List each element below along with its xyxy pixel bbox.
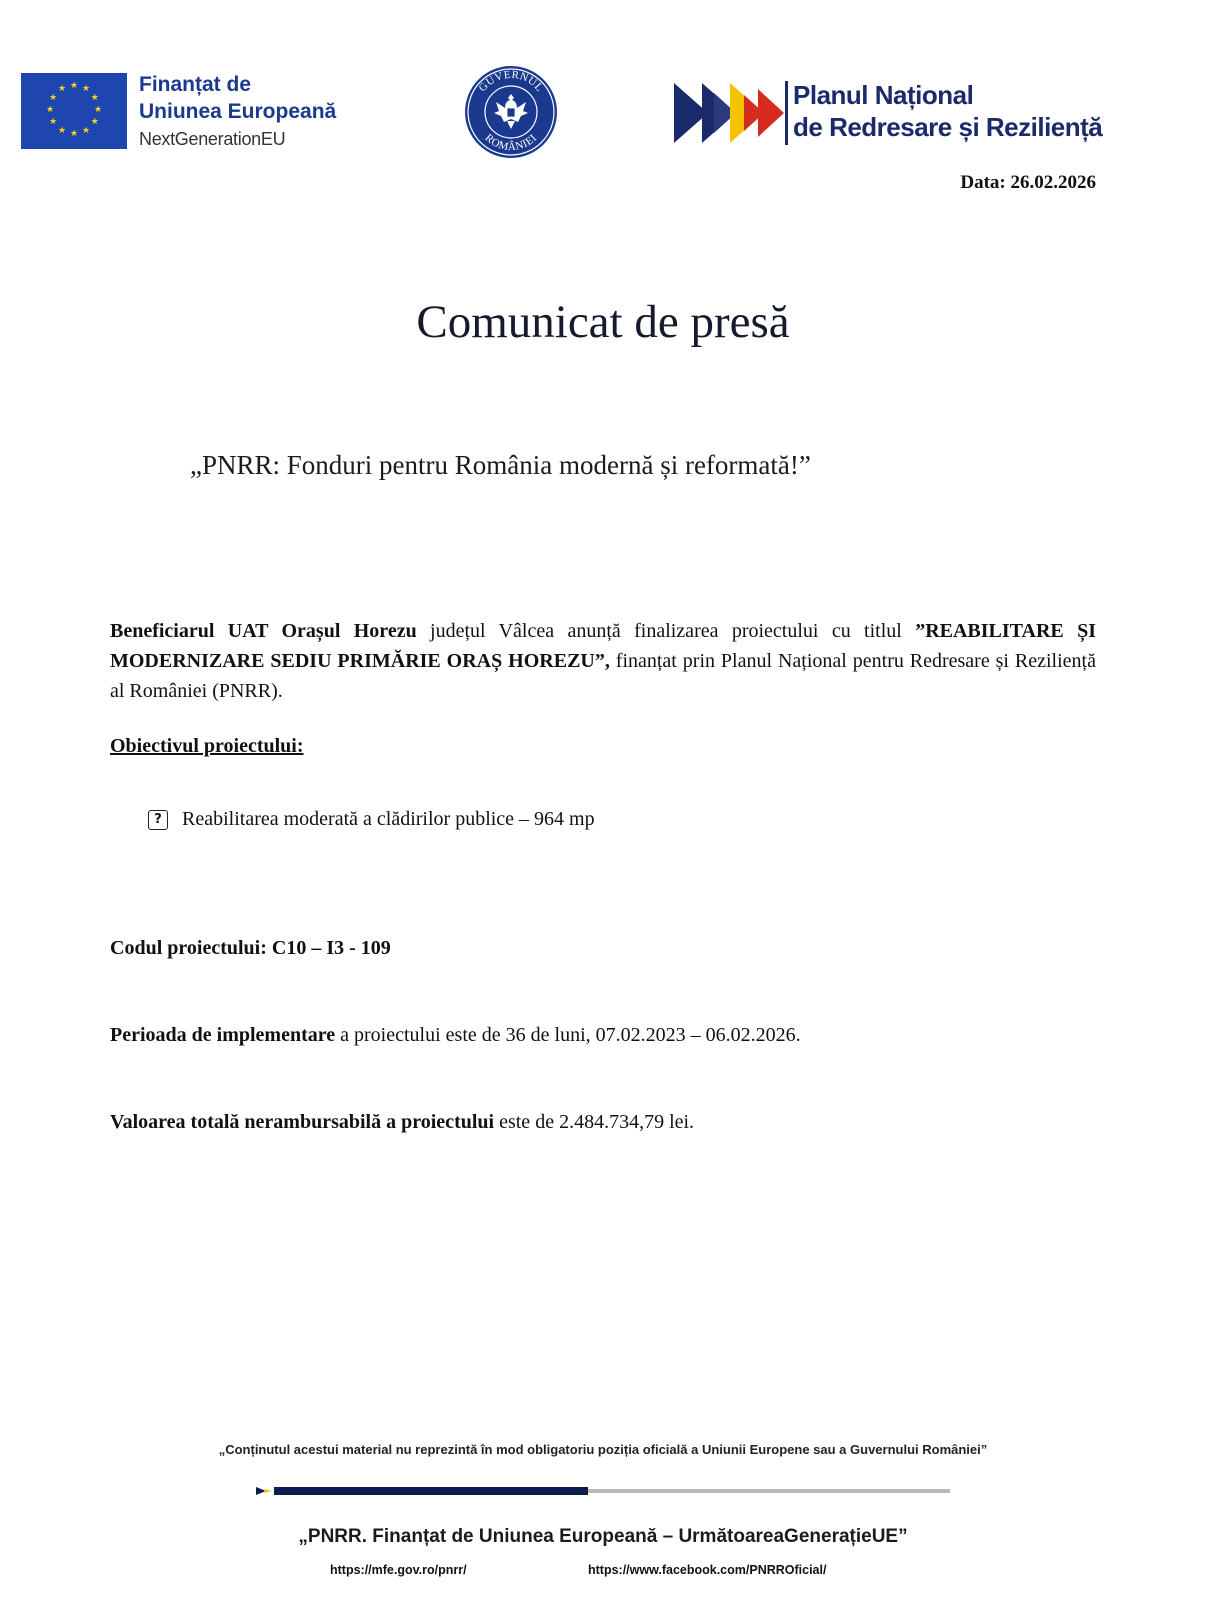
- footer-progress-bar-graphic: [256, 1486, 950, 1496]
- implementation-period: [110, 1024, 801, 1047]
- slogan: „PNRR: Fonduri pentru România modernă și reformată!”: [190, 450, 811, 480]
- total-value: [110, 1111, 694, 1134]
- pnrr-logo-text: [793, 79, 1102, 143]
- eu-star-icon: ★: [90, 117, 99, 127]
- link-mfe-pnrr[interactable]: https://mfe.gov.ro/pnrr/: [330, 1563, 467, 1577]
- link-facebook-pnrr[interactable]: https://www.facebook.com/PNRROficial/: [588, 1563, 827, 1577]
- eu-star-icon: ★: [81, 84, 91, 95]
- pnrr-arrows-icon: [674, 81, 784, 145]
- objective-item: Reabilitarea moderată a clădirilor publice – 964 mp: [182, 808, 595, 830]
- eu-star-icon: ★: [49, 117, 58, 127]
- pnrr-logo-line2: de Redresare și Reziliență: [793, 112, 1103, 142]
- eu-logo-line1: Finanțat de: [139, 73, 252, 96]
- seal-text-bottom: ROMÂNIEI: [482, 131, 540, 154]
- footer-tagline: „PNRR. Finanțat de Uniunea Europeană – UrmătoareaGenerațieUE”: [298, 1526, 908, 1547]
- eu-star-icon: ★: [57, 84, 67, 95]
- eu-logo-line3: NextGenerationEU: [139, 129, 286, 149]
- project-title: ”REABILITARE ȘI MODERNIZARE SEDIU PRIMĂRIE ORAȘ HOREZU”,: [110, 620, 1096, 672]
- eu-logo-line2: Uniunea Europeană: [139, 100, 337, 123]
- eu-funding-logo-text: [139, 71, 336, 153]
- objective-heading: Obiectivul proiectului:: [110, 735, 304, 757]
- eu-star-icon: ★: [81, 125, 91, 136]
- seal-text-top: GUVERNUL: [476, 68, 546, 95]
- project-code: Codul proiectului: C10 – I3 - 109: [110, 937, 391, 959]
- eu-star-icon: ★: [93, 105, 103, 115]
- pnrr-logo-line1: Planul Național: [793, 80, 974, 110]
- eu-star-icon: ★: [90, 93, 99, 103]
- intro-text-2: finanțat prin Planul Național pentru Redresare și Reziliență al României (PNRR).: [110, 650, 1096, 702]
- eu-star-icon: ★: [69, 81, 79, 91]
- period-label: Perioada de implementare: [110, 1024, 336, 1046]
- eu-star-icon: ★: [57, 125, 67, 136]
- footer-disclaimer: „Conținutul acestui material nu reprezintă în mod obligatoriu poziția oficială a Uniunii Europene sau a Guvernului României”: [218, 1442, 988, 1457]
- document-date: Data: 26.02.2026: [960, 172, 1096, 193]
- eu-flag-icon: [21, 73, 127, 149]
- eu-star-icon: ★: [69, 129, 79, 139]
- intro-paragraph: [110, 616, 1096, 706]
- period-text: a proiectului este de 36 de luni, 07.02.2023 – 06.02.2026.: [335, 1024, 801, 1046]
- beneficiary-name: Beneficiarul UAT Orașul Horezu: [110, 620, 417, 642]
- bullet-unknown-glyph-icon: ?: [148, 810, 168, 830]
- intro-text-1: județul Vâlcea anunță finalizarea proiectului cu titlul: [416, 620, 916, 642]
- romanian-government-seal-icon: [463, 64, 559, 160]
- value-text: este de 2.484.734,79 lei.: [494, 1111, 695, 1133]
- page-title: Comunicat de presă: [416, 296, 790, 348]
- pnrr-logo-divider: [785, 81, 788, 145]
- eu-star-icon: ★: [49, 93, 58, 103]
- value-label: Valoarea totală nerambursabilă a proiectului: [110, 1111, 495, 1133]
- eu-star-icon: ★: [45, 105, 55, 115]
